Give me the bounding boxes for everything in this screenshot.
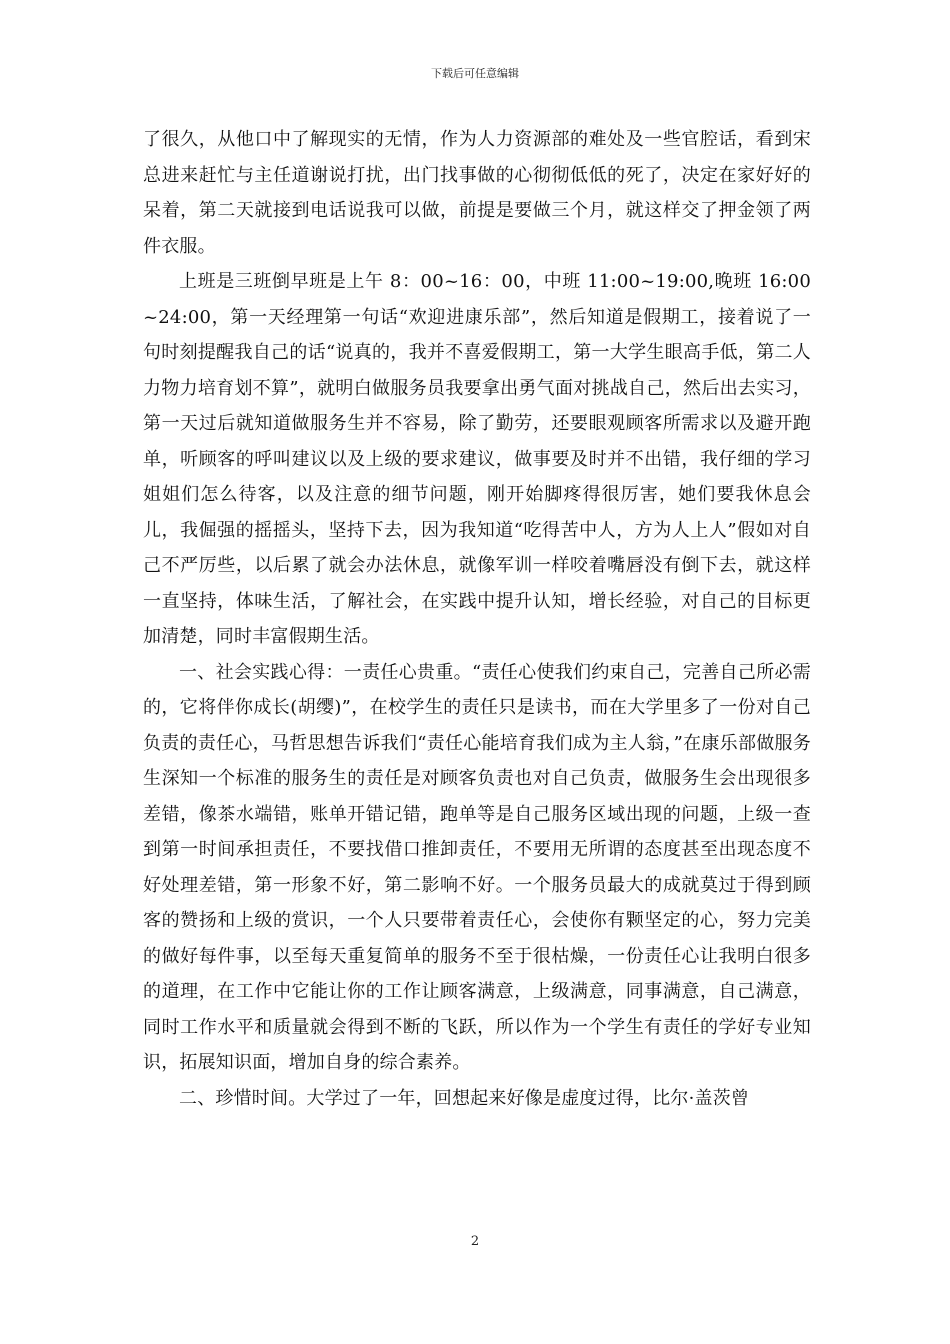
paragraph-continuation: 了很久，从他口中了解现实的无情，作为人力资源部的难处及一些官腔话，看到宋总进来赶忙与主任道谢说打扰，出门找事做的心彻彻低低的死了，决定在家好好的呆着，第二天就接到电话说我可以做，前提是要做三个月，就这样交了押金领了两件衣服。 [143, 129, 811, 257]
document-body [143, 122, 811, 1116]
paragraph-cherish-time: 二、珍惜时间。大学过了一年，回想起来好像是虚度过得，比尔·盖茨曾 [179, 1087, 750, 1109]
page-header: 下载后可任意编辑 [431, 67, 519, 80]
paragraph-responsibility: 一、社会实践心得：一责任心贵重。“责任心使我们约束自己，完善自己所必需的，它将伴你成长(胡缨)”，在校学生的责任只是读书，而在大学里多了一份对自己负责的责任心，马哲思想告诉我们“责任心能培育我们成为主人翁，”在康乐部做服务生深知一个标准的服务生的责任是对顾客负责也对自己负责，做服务生会出现很多差错，像茶水端错，账单开错记错，跑单等是自己服务区域出现的问题，上级一查到第一时间承担责任，不要找借口推卸责任，不要用无所谓的态度甚至出现态度不好处理差错，第一形象不好，第二影响不好。一个服务员最大的成就莫过于得到顾客的赞扬和上级的赏识，一个人只要带着责任心，会使你有颗坚定的心，努力完美的做好每件事，以至每天重复简单的服务不至于很枯燥，一份责任心让我明白很多的道理，在工作中它能让你的工作让顾客满意，上级满意，同事满意，自己满意，同时工作水平和质量就会得到不断的飞跃，所以作为一个学生有责任的学好专业知识，拓展知识面，增加自身的综合素养。 [143, 661, 811, 1073]
page-number: 2 [470, 1234, 480, 1249]
paragraph-shift-schedule: 上班是三班倒早班是上午 8：00~16：00，中班 11:00~19:00,晚班 16:00~24:00，第一天经理第一句话“欢迎进康乐部”，然后知道是假期工，接着说了一句时刻提醒我自己的话“说真的，我并不喜爱假期工，第一大学生眼高手低，第二人力物力培育划不算”，就明白做服务员我要拿出勇气面对挑战自己，然后出去实习，第一天过后就知道做服务生并不容易，除了勤劳，还要眼观顾客所需求以及避开跑单，听顾客的呼叫建议以及上级的要求建议，做事要及时并不出错，我仔细的学习姐姐们怎么待客，以及注意的细节问题，刚开始脚疼得很厉害，她们要我休息会儿，我倔强的摇摇头，坚持下去，因为我知道“吃得苦中人，方为人上人”假如对自己不严厉些，以后累了就会办法休息，就像军训一样咬着嘴唇没有倒下去，就这样一直坚持，体味生活，了解社会，在实践中提升认知，增长经验，对自己的目标更加清楚，同时丰富假期生活。 [143, 271, 811, 647]
